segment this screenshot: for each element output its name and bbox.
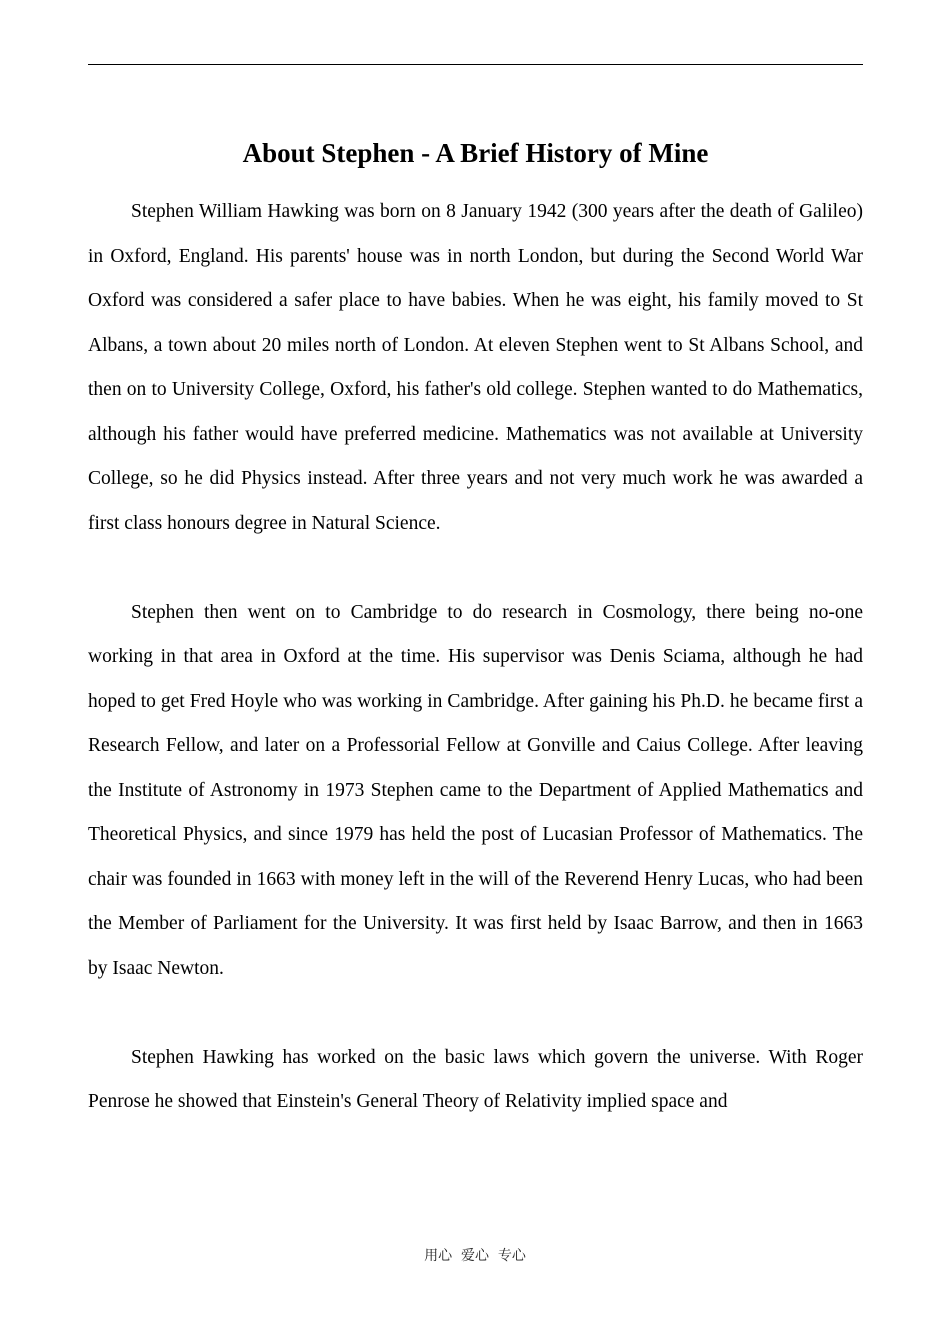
paragraph-2: Stephen then went on to Cambridge to do research in Cosmology, there being no-one working in that area in Oxford at the time. His supervisor was Denis Sciama, although he had hoped to get Fred Hoyle who was working in Cambridge. After gaining his Ph.D. he became first a Research Fellow, and later on a Professorial Fellow at Gonville and Caius College. After leaving the Institute of Astronomy in 1973 Stephen came to the Department of Applied Mathematics and Theoretical Physics, and since 1979 has held the post of Lucasian Professor of Mathematics. The chair was founded in 1663 with money left in the will of the Reverend Henry Lucas, who had been the Member of Parliament for the University. It was first held by Isaac Barrow, and then in 1663 by Isaac Newton. — [88, 601, 863, 979]
document-body — [88, 190, 863, 1169]
page-title: About Stephen - A Brief History of Mine — [242, 138, 709, 168]
page-footer: 用心 爱心 专心 — [424, 1248, 526, 1264]
paragraph-3: Stephen Hawking has worked on the basic laws which govern the universe. With Roger Penrose he showed that Einstein's General Theory of Relativity implied space and — [88, 1046, 863, 1112]
header-rule — [88, 64, 863, 65]
paragraph-1: Stephen William Hawking was born on 8 January 1942 (300 years after the death of Galileo) in Oxford, England. His parents' house was in north London, but during the Second World War Oxford was considered a safer place to have babies. When he was eight, his family moved to St Albans, a town about 20 miles north of London. At eleven Stephen went to St Albans School, and then on to University College, Oxford, his father's old college. Stephen wanted to do Mathematics, although his father would have preferred medicine. Mathematics was not available at University College, so he did Physics instead. After three years and not very much work he was awarded a first class honours degree in Natural Science. — [88, 201, 863, 534]
